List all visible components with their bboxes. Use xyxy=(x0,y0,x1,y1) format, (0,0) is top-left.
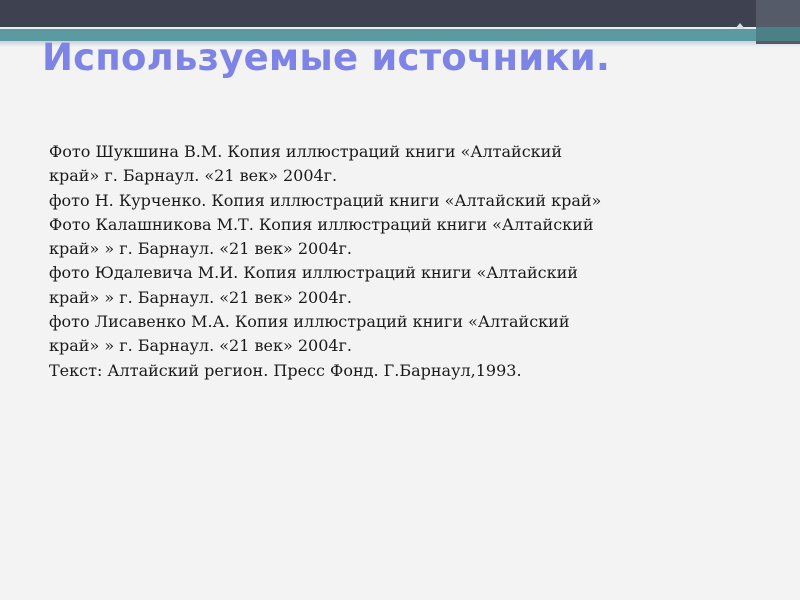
source-line: фото Юдалевича М.И. Копия иллюстраций книги «Алтайский xyxy=(49,263,578,283)
source-line: Фото Шукшина В.М. Копия иллюстраций книги «Алтайский xyxy=(49,142,562,161)
source-line: край» » г. Барнаул. «21 век» 2004г. xyxy=(49,336,353,356)
source-line: край» » г. Барнаул. «21 век» 2004г. xyxy=(49,239,353,259)
source-line: край» » г. Барнаул. «21 век» 2004г. xyxy=(49,287,353,307)
sources-list xyxy=(49,140,709,383)
source-line: фото Н. Курченко. Копия иллюстраций книги «Алтайский край» xyxy=(49,190,602,210)
corner-block-accent xyxy=(756,27,800,41)
decorative-triangle-icon xyxy=(735,23,745,29)
source-line: Фото Калашникова М.Т. Копия иллюстраций книги «Алтайский xyxy=(49,214,594,234)
header-bar xyxy=(0,0,800,27)
source-line: край» г. Барнаул. «21 век» 2004г. xyxy=(49,166,338,186)
page-title: Используемые источники. xyxy=(42,36,611,79)
source-line: фото Лисавенко М.А. Копия иллюстраций книги «Алтайский xyxy=(49,312,570,332)
source-line: Текст: Алтайский регион. Пресс Фонд. Г.Барнаул,1993. xyxy=(49,360,522,380)
